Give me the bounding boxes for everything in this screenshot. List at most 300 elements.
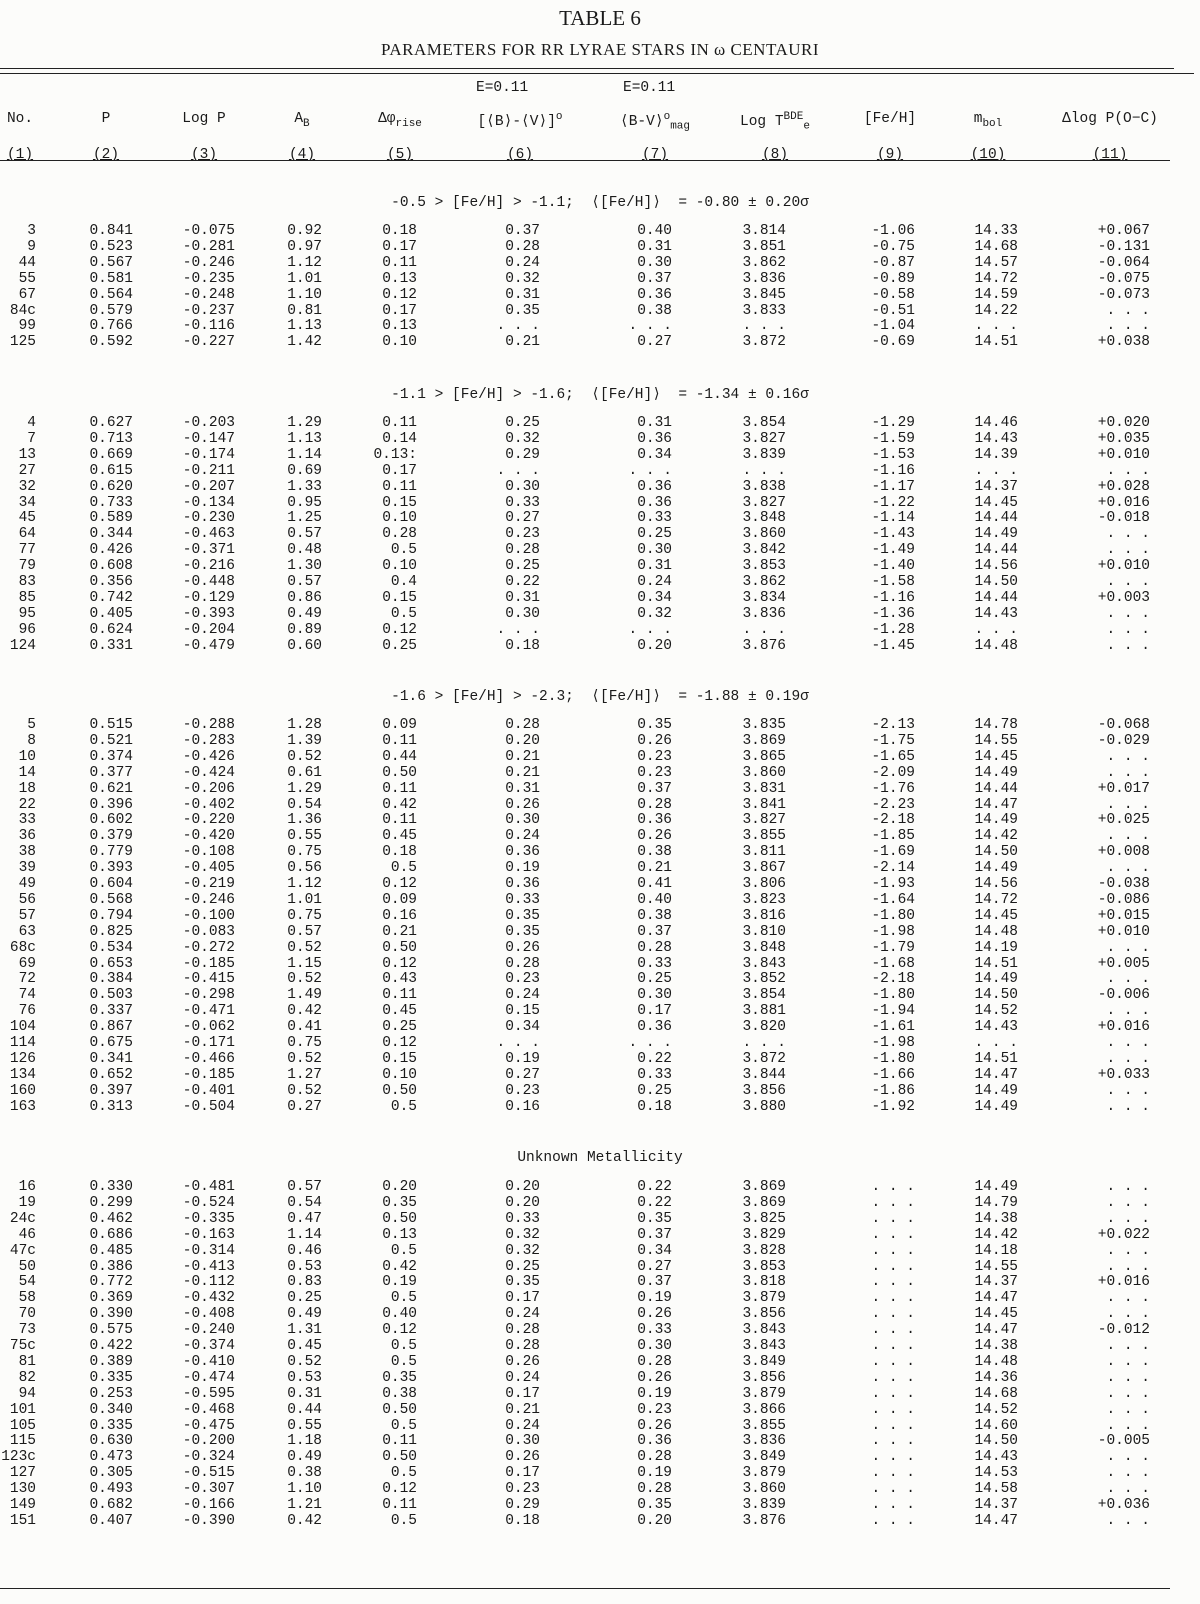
table-row	[0, 606, 1200, 622]
table-cell: -0.424	[182, 764, 235, 781]
table-cell: 0.5	[390, 1417, 417, 1434]
table-cell: 3.814	[742, 223, 786, 239]
table-cell: 0.35	[382, 1194, 417, 1211]
table-cell: 3.853	[742, 1258, 786, 1275]
table-cell: -0.432	[182, 1290, 235, 1307]
table-cell: -0.58	[871, 286, 915, 303]
table-cell: 0.57	[287, 923, 322, 940]
table-cell: 0.5	[390, 1098, 417, 1115]
table-cell: -1.68	[871, 955, 915, 972]
table-cell: 1.29	[287, 415, 322, 431]
table-cell: 14.47	[974, 1512, 1018, 1529]
table-cell: -1.43	[871, 526, 915, 543]
table-cell: -1.58	[871, 574, 915, 590]
table-row	[0, 876, 1200, 892]
table-cell: 0.49	[287, 1449, 322, 1466]
table-cell: 0.621	[89, 780, 133, 797]
table-cell: 0.25	[637, 1082, 672, 1099]
table-cell: -1.92	[871, 1098, 915, 1115]
table-cell: 3.848	[742, 510, 786, 527]
table-cell: -0.005	[1097, 1433, 1150, 1450]
table-cell: 0.564	[89, 286, 133, 303]
table-cell: +0.022	[1097, 1226, 1150, 1243]
table-cell: -0.204	[182, 621, 235, 638]
table-cell: . . .	[1106, 939, 1150, 956]
table-cell: -2.23	[871, 796, 915, 813]
table-cell: 0.38	[637, 907, 672, 924]
table-cell: 3.853	[742, 558, 786, 575]
column-number-6: (6)	[506, 147, 534, 163]
table-cell: -0.227	[182, 334, 235, 351]
table-cell: . . .	[871, 1465, 915, 1482]
table-cell: 14.37	[974, 1274, 1018, 1291]
table-cell: . . .	[1106, 621, 1150, 638]
table-cell: . . .	[1106, 526, 1150, 543]
table-cell: -1.16	[871, 462, 915, 479]
table-cell: 0.589	[89, 510, 133, 527]
table-cell: -0.230	[182, 510, 235, 527]
table-cell: 0.30	[505, 1433, 540, 1450]
table-cell: 0.28	[637, 1353, 672, 1370]
column-header-sup: o	[663, 111, 671, 123]
table-cell: 58	[18, 1290, 36, 1307]
section-label: Unknown Metallicity	[517, 1150, 683, 1166]
table-cell: 0.41	[287, 1019, 322, 1036]
table-cell: 16	[18, 1179, 36, 1195]
table-cell: 0.19	[505, 860, 540, 877]
table-row	[0, 1433, 1200, 1449]
table-cell: 0.23	[505, 526, 540, 543]
table-cell: 160	[9, 1082, 36, 1099]
table-cell: . . .	[871, 1290, 915, 1307]
table-cell: 0.766	[89, 318, 133, 335]
table-cell: -1.53	[871, 446, 915, 463]
table-cell: 0.24	[505, 828, 540, 845]
table-cell: -1.94	[871, 1003, 915, 1020]
table-cell: 0.12	[382, 1322, 417, 1339]
table-cell: -0.083	[182, 923, 235, 940]
table-cell: 0.17	[637, 1003, 672, 1020]
table-cell: 72	[18, 971, 36, 988]
table-cell: 0.50	[382, 1449, 417, 1466]
table-cell: 0.384	[89, 971, 133, 988]
table-cell: 0.33	[637, 1322, 672, 1339]
table-cell: -0.390	[182, 1512, 235, 1529]
table-cell: 34	[18, 494, 36, 511]
table-cell: . . .	[628, 462, 672, 479]
table-cell: -2.18	[871, 971, 915, 988]
table-cell: 10	[18, 748, 36, 765]
table-cell: 3.842	[742, 542, 786, 559]
table-cell: -0.246	[182, 254, 235, 271]
table-cell: 1.12	[287, 876, 322, 892]
table-cell: -0.463	[182, 526, 235, 543]
table-cell: 0.83	[287, 1274, 322, 1291]
table-cell: 0.31	[637, 238, 672, 255]
table-cell: +0.016	[1097, 1019, 1150, 1036]
table-cell: 14.68	[974, 1385, 1018, 1402]
column-header-sup: BDE	[783, 111, 804, 123]
table-cell: 0.503	[89, 987, 133, 1004]
table-cell: 14.44	[974, 589, 1018, 606]
table-cell: 83	[18, 574, 36, 590]
table-cell: . . .	[1106, 764, 1150, 781]
table-cell: 0.379	[89, 828, 133, 845]
table-cell: 0.31	[637, 558, 672, 575]
table-cell: 14.45	[974, 494, 1018, 511]
table-cell: -0.307	[182, 1481, 235, 1498]
table-cell: . . .	[1106, 1353, 1150, 1370]
table-cell: -0.116	[182, 318, 235, 335]
table-row	[0, 542, 1200, 558]
column-number-5: (5)	[386, 147, 414, 163]
table-cell: 0.30	[637, 1338, 672, 1354]
table-cell: 14.52	[974, 1003, 1018, 1020]
table-cell: 0.24	[505, 1417, 540, 1434]
table-cell: 0.521	[89, 732, 133, 749]
table-cell: 0.52	[287, 971, 322, 988]
table-cell: 0.24	[505, 254, 540, 271]
table-cell: 1.10	[287, 1481, 322, 1498]
table-cell: 14.43	[974, 430, 1018, 447]
table-cell: 0.5	[390, 1290, 417, 1307]
table-cell: 3.879	[742, 1385, 786, 1402]
column-number-11: (11)	[1092, 147, 1128, 163]
table-cell: 3.811	[742, 844, 786, 861]
table-cell: 1.10	[287, 286, 322, 303]
table-cell: 14.48	[974, 1353, 1018, 1370]
table-cell: -1.06	[871, 223, 915, 239]
column-header-8	[740, 111, 810, 133]
table-cell: . . .	[1106, 605, 1150, 622]
table-cell: 0.22	[637, 1050, 672, 1067]
table-cell: -0.69	[871, 334, 915, 351]
table-cell: 69	[18, 955, 36, 972]
table-cell: 0.28	[382, 526, 417, 543]
table-cell: 0.21	[505, 1401, 540, 1418]
table-cell: -1.40	[871, 558, 915, 575]
table-cell: 0.28	[505, 238, 540, 255]
table-cell: 0.396	[89, 796, 133, 813]
table-cell: 3.806	[742, 876, 786, 892]
table-cell: . . .	[871, 1385, 915, 1402]
table-cell: 0.5	[390, 542, 417, 559]
table-cell: 0.46	[287, 1242, 322, 1259]
table-cell: -0.147	[182, 430, 235, 447]
table-cell: 14.44	[974, 510, 1018, 527]
table-cell: -0.206	[182, 780, 235, 797]
table-cell: 0.53	[287, 1258, 322, 1275]
table-cell: 0.49	[287, 605, 322, 622]
table-cell: 0.50	[382, 1401, 417, 1418]
column-header-sub: mag	[670, 120, 690, 133]
table-cell: 0.09	[382, 891, 417, 908]
table-cell: 1.25	[287, 510, 322, 527]
table-row	[0, 590, 1200, 606]
table-cell: 124	[9, 637, 36, 654]
column-number-2: (2)	[92, 147, 120, 163]
table-cell: 3.845	[742, 286, 786, 303]
table-cell: 14.78	[974, 717, 1018, 733]
table-cell: 0.26	[505, 1449, 540, 1466]
table-cell: +0.038	[1097, 334, 1150, 351]
table-cell: 0.52	[287, 1082, 322, 1099]
table-title: TABLE 6	[559, 6, 641, 30]
table-row	[0, 415, 1200, 431]
table-cell: -0.426	[182, 748, 235, 765]
table-cell: 1.33	[287, 478, 322, 495]
table-cell: 0.22	[637, 1179, 672, 1195]
table-cell: -1.49	[871, 542, 915, 559]
table-cell: 3.828	[742, 1242, 786, 1259]
table-cell: 0.579	[89, 302, 133, 319]
table-cell: 14.51	[974, 955, 1018, 972]
table-cell: 14.33	[974, 223, 1018, 239]
table-cell: 0.772	[89, 1274, 133, 1291]
column-header-sub: rise	[395, 117, 422, 130]
table-cell: -0.166	[182, 1497, 235, 1513]
table-cell: 14.58	[974, 1481, 1018, 1498]
table-cell: . . .	[871, 1369, 915, 1386]
table-cell: 0.18	[505, 1512, 540, 1529]
table-cell: +0.036	[1097, 1497, 1150, 1513]
table-cell: 0.22	[637, 1194, 672, 1211]
table-cell: 3.862	[742, 574, 786, 590]
table-cell: 0.28	[505, 717, 540, 733]
table-cell: 0.335	[89, 1417, 133, 1434]
table-cell: 74	[18, 987, 36, 1004]
table-cell: -0.405	[182, 860, 235, 877]
table-cell: 0.630	[89, 1433, 133, 1450]
table-cell: 0.42	[382, 1258, 417, 1275]
table-cell: . . .	[496, 621, 540, 638]
table-cell: -0.89	[871, 270, 915, 287]
table-row	[0, 860, 1200, 876]
table-cell: 0.31	[505, 589, 540, 606]
table-cell: . . .	[1106, 574, 1150, 590]
column-header-text: ⟨B-V⟩	[620, 113, 664, 130]
header-e-col6: E=0.11	[476, 80, 529, 96]
table-cell: 0.19	[382, 1274, 417, 1291]
table-row	[0, 1067, 1200, 1083]
table-cell: 0.18	[637, 1098, 672, 1115]
table-cell: +0.017	[1097, 780, 1150, 797]
table-cell: 0.14	[382, 430, 417, 447]
table-cell: 0.35	[505, 302, 540, 319]
table-cell: 3.843	[742, 1338, 786, 1354]
table-cell: 0.34	[637, 1242, 672, 1259]
table-cell: 49	[18, 876, 36, 892]
table-cell: 14.36	[974, 1369, 1018, 1386]
table-cell: 3.825	[742, 1210, 786, 1227]
table-cell: 14.48	[974, 923, 1018, 940]
table-cell: 45	[18, 510, 36, 527]
table-cell: . . .	[871, 1433, 915, 1450]
table-cell: 13	[18, 446, 36, 463]
table-row	[0, 1195, 1200, 1211]
table-row	[0, 956, 1200, 972]
table-cell: 3.881	[742, 1003, 786, 1020]
table-cell: 3.872	[742, 334, 786, 351]
table-cell: 0.38	[287, 1465, 322, 1482]
table-row	[0, 318, 1200, 334]
table-cell: -0.415	[182, 971, 235, 988]
table-cell: 134	[9, 1066, 36, 1083]
column-number-3: (3)	[190, 147, 218, 163]
table-cell: 1.30	[287, 558, 322, 575]
table-cell: 0.37	[637, 270, 672, 287]
table-cell: 0.75	[287, 1035, 322, 1051]
table-cell: . . .	[1106, 1035, 1150, 1051]
table-cell: 0.23	[637, 1401, 672, 1418]
column-header-text: [⟨B⟩-⟨V⟩]	[477, 113, 556, 130]
column-header-3	[182, 111, 226, 127]
column-header-5	[378, 111, 422, 130]
table-cell: 0.50	[382, 764, 417, 781]
table-cell: 0.24	[505, 987, 540, 1004]
table-cell: 3.831	[742, 780, 786, 797]
table-cell: 0.21	[637, 860, 672, 877]
table-cell: -0.371	[182, 542, 235, 559]
table-cell: 0.515	[89, 717, 133, 733]
table-cell: 0.44	[382, 748, 417, 765]
table-cell: 0.32	[637, 605, 672, 622]
table-cell: 0.28	[637, 939, 672, 956]
table-cell: 0.52	[287, 1050, 322, 1067]
table-cell: 0.867	[89, 1019, 133, 1036]
table-cell: 0.36	[637, 1433, 672, 1450]
table-cell: 0.32	[505, 1226, 540, 1243]
table-cell: 0.15	[382, 589, 417, 606]
table-row	[0, 987, 1200, 1003]
table-cell: 14.50	[974, 844, 1018, 861]
table-cell: 0.12	[382, 955, 417, 972]
table-cell: 0.299	[89, 1194, 133, 1211]
table-cell: 3.860	[742, 1481, 786, 1498]
table-row	[0, 1035, 1200, 1051]
table-cell: 1.21	[287, 1497, 322, 1513]
table-cell: 105	[9, 1417, 36, 1434]
table-cell: 0.35	[382, 1369, 417, 1386]
table-cell: -0.006	[1097, 987, 1150, 1004]
table-cell: . . .	[1106, 1512, 1150, 1529]
table-cell: 94	[18, 1385, 36, 1402]
table-cell: 14.37	[974, 478, 1018, 495]
table-cell: 50	[18, 1258, 36, 1275]
table-cell: 5	[27, 717, 36, 733]
table-cell: 3.879	[742, 1290, 786, 1307]
column-header-text: Log P	[182, 111, 226, 127]
table-row	[0, 765, 1200, 781]
table-cell: 0.36	[637, 1019, 672, 1036]
table-cell: 0.48	[287, 542, 322, 559]
table-cell: 96	[18, 621, 36, 638]
table-row	[0, 334, 1200, 350]
table-row	[0, 1259, 1200, 1275]
table-cell: 14.38	[974, 1210, 1018, 1227]
table-cell: 1.12	[287, 254, 322, 271]
table-cell: 0.31	[505, 286, 540, 303]
table-cell: 0.45	[287, 1338, 322, 1354]
table-row	[0, 940, 1200, 956]
table-cell: 0.25	[637, 971, 672, 988]
table-cell: 3.872	[742, 1050, 786, 1067]
table-cell: 0.422	[89, 1338, 133, 1354]
table-cell: 101	[9, 1401, 36, 1418]
table-cell: 95	[18, 605, 36, 622]
table-cell: 14.47	[974, 1290, 1018, 1307]
table-cell: 1.15	[287, 955, 322, 972]
table-cell: 14.49	[974, 1082, 1018, 1099]
table-cell: -0.298	[182, 987, 235, 1004]
table-cell: 0.26	[637, 732, 672, 749]
table-cell: 0.24	[637, 574, 672, 590]
table-cell: -0.064	[1097, 254, 1150, 271]
table-cell: 0.794	[89, 907, 133, 924]
table-cell: 130	[9, 1481, 36, 1498]
table-cell: 14.51	[974, 1050, 1018, 1067]
table-cell: 14.37	[974, 1497, 1018, 1513]
table-cell: 0.25	[382, 1019, 417, 1036]
table-cell: 0.682	[89, 1497, 133, 1513]
table-cell: 0.17	[382, 462, 417, 479]
table-cell: 0.89	[287, 621, 322, 638]
table-cell: 3.818	[742, 1274, 786, 1291]
table-cell: 0.11	[382, 812, 417, 829]
table-cell: 14.43	[974, 1019, 1018, 1036]
table-cell: -0.200	[182, 1433, 235, 1450]
column-header-10	[974, 111, 1003, 130]
table-cell: 0.575	[89, 1322, 133, 1339]
table-cell: 3.848	[742, 939, 786, 956]
table-cell: 0.426	[89, 542, 133, 559]
table-row	[0, 828, 1200, 844]
table-cell: 0.38	[637, 302, 672, 319]
table-cell: -0.073	[1097, 286, 1150, 303]
table-cell: 0.825	[89, 923, 133, 940]
table-cell: -0.219	[182, 876, 235, 892]
table-cell: 3.827	[742, 812, 786, 829]
table-cell: . . .	[871, 1274, 915, 1291]
table-cell: 0.54	[287, 796, 322, 813]
table-cell: 0.42	[382, 796, 417, 813]
table-row	[0, 1402, 1200, 1418]
table-cell: -1.75	[871, 732, 915, 749]
table-cell: 82	[18, 1369, 36, 1386]
table-row	[0, 1243, 1200, 1259]
table-subtitle: PARAMETERS FOR RR LYRAE STARS IN ω CENTAURI	[380, 40, 820, 59]
table-cell: -0.185	[182, 1066, 235, 1083]
table-row	[0, 971, 1200, 987]
table-cell: 14.51	[974, 334, 1018, 351]
table-cell: +0.008	[1097, 844, 1150, 861]
table-cell: 3.869	[742, 732, 786, 749]
table-cell: . . .	[1106, 1401, 1150, 1418]
table-cell: . . .	[628, 1035, 672, 1051]
table-cell: -0.171	[182, 1035, 235, 1051]
table-cell: 0.21	[382, 923, 417, 940]
table-cell: 0.335	[89, 1369, 133, 1386]
table-cell: 0.331	[89, 637, 133, 654]
table-cell: . . .	[1106, 1194, 1150, 1211]
table-cell: 3.860	[742, 764, 786, 781]
table-cell: 8	[27, 732, 36, 749]
table-cell: 57	[18, 907, 36, 924]
table-cell: 3.844	[742, 1066, 786, 1083]
table-row	[0, 622, 1200, 638]
table-row	[0, 1274, 1200, 1290]
column-header-9	[864, 111, 916, 127]
